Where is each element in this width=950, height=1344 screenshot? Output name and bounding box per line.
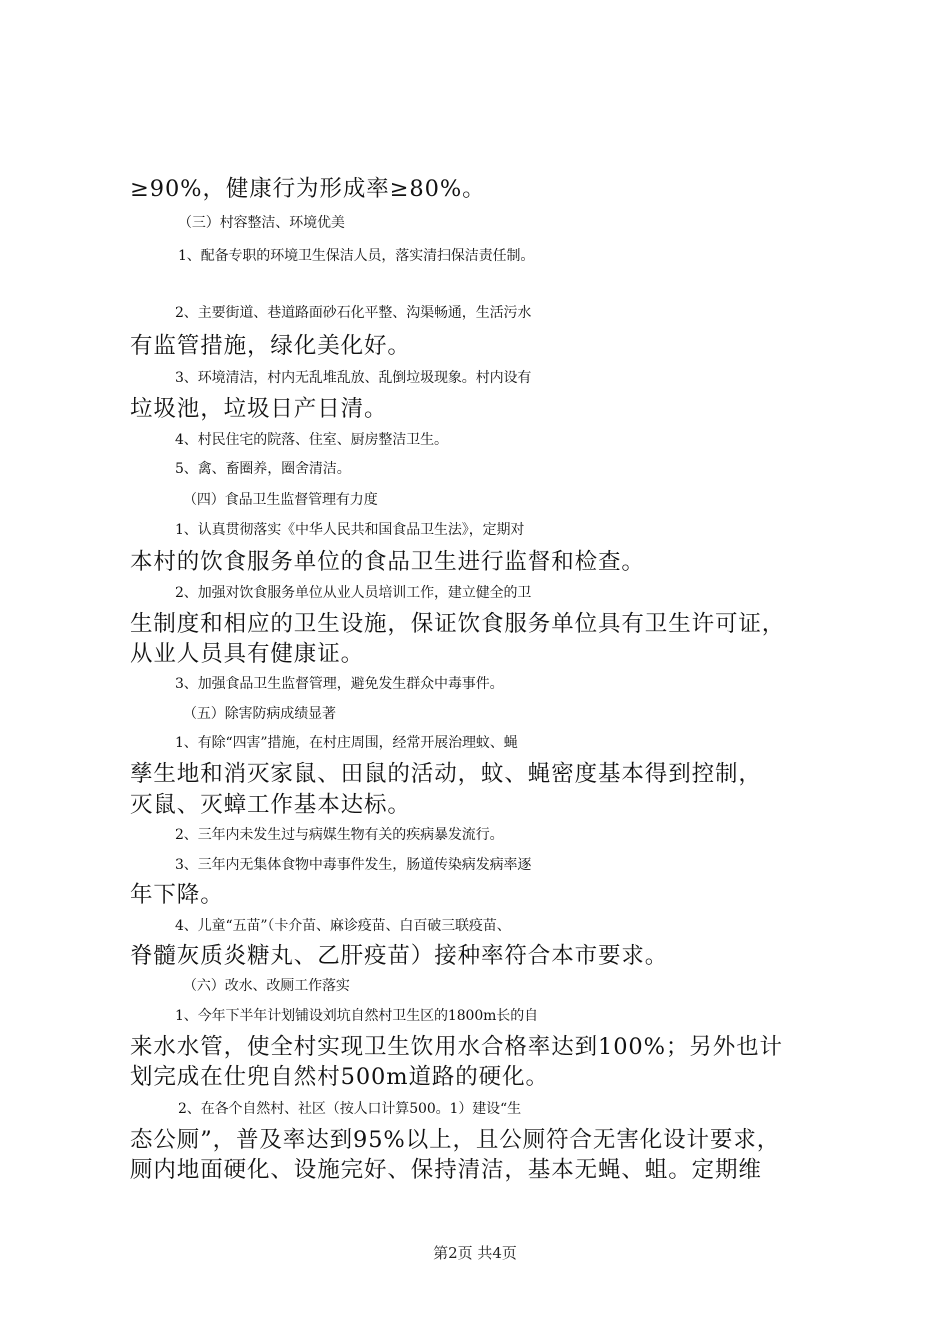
- text-line: 脊髓灰质炎糖丸、乙肝疫苗）接种率符合本市要求。: [130, 943, 669, 969]
- text-line: 1、配备专职的环境卫生保洁人员，落实清扫保洁责任制。: [178, 248, 535, 264]
- text-line: 2、主要街道、巷道路面砂石化平整、沟渠畅通，生活污水: [175, 305, 532, 321]
- text-line: 2、在各个自然村、社区（按人口计算500。1）建设“生: [178, 1101, 521, 1117]
- section-heading: （五）除害防病成绩显著: [183, 706, 336, 722]
- text-line: 3、环境清洁，村内无乱堆乱放、乱倒垃圾现象。村内设有: [175, 370, 532, 386]
- text-line: 2、三年内未发生过与病媒生物有关的疾病暴发流行。: [175, 827, 504, 843]
- text-line: 1、认真贯彻落实《中华人民共和国食品卫生法》，定期对: [175, 522, 525, 538]
- text-line: 厕内地面硬化、设施完好、保持清洁，基本无蝇、蛆。定期维: [130, 1157, 762, 1183]
- section-heading: （六）改水、改厕工作落实: [183, 978, 350, 994]
- text-line: 年下降。: [130, 882, 224, 908]
- text-line: 1、今年下半年计划铺设刘坑自然村卫生区的1800m长的自: [175, 1008, 539, 1024]
- text-line: 孳生地和消灭家鼠、田鼠的活动，蚊、蝇密度基本得到控制，: [130, 761, 762, 787]
- text-line: 4、儿童“五苗”（卡介苗、麻诊疫苗、白百破三联疫苗、: [175, 918, 511, 934]
- text-line: 态公厕”，普及率达到95%以上，且公厕符合无害化设计要求，: [130, 1127, 781, 1153]
- text-line: 1、有除“四害”措施，在村庄周围，经常开展治理蚊、蝇: [175, 735, 518, 751]
- text-line: 4、村民住宅的院落、住室、厨房整洁卫生。: [175, 432, 448, 448]
- text-line: 3、加强食品卫生监督管理，避免发生群众中毒事件。: [175, 676, 504, 692]
- text-line: 垃圾池，垃圾日产日清。: [130, 396, 388, 422]
- text-line: 有监管措施，绿化美化好。: [130, 333, 411, 359]
- page-footer: 第2页 共4页: [433, 1244, 517, 1262]
- section-heading: （三）村容整洁、环境优美: [178, 215, 345, 231]
- text-line: 本村的饮食服务单位的食品卫生进行监督和检查。: [130, 549, 645, 575]
- text-line: 灭鼠、灭蟑工作基本达标。: [130, 792, 411, 818]
- text-line: 划完成在仕兜自然村500m道路的硬化。: [130, 1064, 549, 1090]
- text-line: 来水水管，使全村实现卫生饮用水合格率达到100%；另外也计: [130, 1034, 783, 1060]
- text-line: 从业人员具有健康证。: [130, 641, 365, 667]
- text-line: 生制度和相应的卫生设施，保证饮食服务单位具有卫生许可证，: [130, 611, 786, 637]
- section-heading: （四）食品卫生监督管理有力度: [183, 492, 378, 508]
- text-line: ≥90%，健康行为形成率≥80%。: [130, 176, 486, 202]
- text-line: 5、禽、畜圈养，圈舍清洁。: [175, 461, 351, 477]
- text-line: 3、三年内无集体食物中毒事件发生，肠道传染病发病率逐: [175, 857, 532, 873]
- text-line: 2、加强对饮食服务单位从业人员培训工作，建立健全的卫: [175, 585, 532, 601]
